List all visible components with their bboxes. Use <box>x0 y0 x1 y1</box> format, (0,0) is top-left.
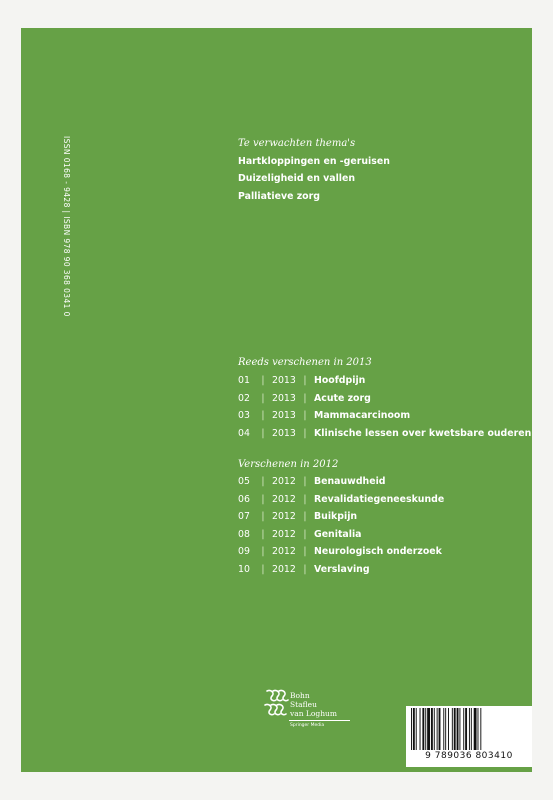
list-item <box>238 564 370 575</box>
list-2012-title: Verschenen in 2012 <box>238 459 339 470</box>
barcode-bar <box>420 708 421 750</box>
publisher-divider <box>289 720 350 721</box>
issue-title: Klinische lessen over kwetsbare ouderen <box>314 427 532 439</box>
barcode-bar <box>457 708 459 750</box>
barcode-bar <box>465 708 467 750</box>
barcode-bar <box>469 708 470 750</box>
barcode-bar <box>452 708 453 750</box>
separator: | <box>303 563 307 575</box>
issn-isbn-text: ISSN 0168 - 9428 | ISBN 978 90 368 0341 0 <box>62 136 71 317</box>
barcode-bar <box>425 708 426 750</box>
issue-title: Genitalia <box>314 528 362 540</box>
issue-number: 10 <box>238 563 250 575</box>
barcode-bar <box>454 708 456 750</box>
issue-number: 08 <box>238 528 250 540</box>
themes-title: Te verwachten thema's <box>238 138 356 149</box>
separator: | <box>303 375 307 386</box>
separator: | <box>261 563 265 575</box>
issue-number: 01 <box>238 375 250 386</box>
publisher-logo-icon <box>263 687 289 717</box>
separator: | <box>303 511 307 522</box>
list-item <box>238 393 371 404</box>
issue-year: 2012 <box>272 476 296 487</box>
separator: | <box>303 528 307 540</box>
list-item <box>238 511 357 522</box>
issue-title: Verslaving <box>314 563 370 575</box>
issue-title: Benauwdheid <box>314 476 386 487</box>
barcode <box>406 706 532 767</box>
theme-item: Palliatieve zorg <box>238 191 320 202</box>
barcode-bar <box>463 708 464 750</box>
separator: | <box>261 511 265 522</box>
theme-item: Duizeligheid en vallen <box>238 173 356 184</box>
barcode-bar <box>422 708 424 750</box>
issue-number: 03 <box>238 410 250 421</box>
separator: | <box>303 476 307 487</box>
issue-number: 07 <box>238 511 250 522</box>
barcode-bar <box>416 708 417 750</box>
list-2013-title: Reeds verschenen in 2013 <box>238 357 372 368</box>
issue-title: Neurologisch onderzoek <box>314 546 442 557</box>
issue-year: 2012 <box>272 546 296 557</box>
separator: | <box>261 476 265 487</box>
barcode-bar <box>443 708 444 750</box>
issue-number: 02 <box>238 392 250 404</box>
issue-title: Buikpijn <box>314 511 358 522</box>
list-item <box>238 375 365 386</box>
issue-title: Revalidatiegeneeskunde <box>314 493 445 505</box>
issue-year: 2012 <box>272 493 296 505</box>
barcode-bar <box>431 708 433 750</box>
issue-year: 2013 <box>272 427 296 439</box>
issue-title: Mammacarcinoom <box>314 410 411 421</box>
barcode-bar <box>445 708 446 750</box>
barcode-bar <box>413 708 415 750</box>
publisher-sub: Springer Media <box>290 723 325 728</box>
issue-number: 04 <box>238 427 250 439</box>
barcode-bar <box>448 708 449 750</box>
separator: | <box>261 427 265 439</box>
separator: | <box>303 546 307 557</box>
barcode-bar <box>478 708 479 750</box>
separator: | <box>261 410 265 421</box>
list-item <box>238 546 442 557</box>
separator: | <box>261 528 265 540</box>
barcode-bar <box>471 708 472 750</box>
issue-year: 2012 <box>272 528 296 540</box>
list-item <box>238 494 444 505</box>
list-item <box>238 529 362 540</box>
separator: | <box>303 493 307 505</box>
barcode-bar <box>411 708 412 750</box>
issue-year: 2012 <box>272 563 296 575</box>
issue-year: 2013 <box>272 410 296 421</box>
barcode-bar <box>480 708 481 750</box>
barcode-bars <box>409 708 529 750</box>
separator: | <box>303 427 307 439</box>
separator: | <box>261 493 265 505</box>
issue-title: Hoofdpijn <box>314 375 366 386</box>
theme-item: Hartkloppingen en -geruisen <box>238 156 390 167</box>
separator: | <box>303 410 307 421</box>
issue-number: 05 <box>238 476 250 487</box>
separator: | <box>261 546 265 557</box>
barcode-bar <box>437 708 438 750</box>
issue-year: 2013 <box>272 375 296 386</box>
publisher-logo <box>263 687 373 737</box>
barcode-bar <box>459 708 460 750</box>
barcode-bar <box>474 708 477 750</box>
list-item <box>238 476 386 487</box>
barcode-bar <box>434 708 435 750</box>
separator: | <box>261 392 265 404</box>
barcode-bar <box>439 708 441 750</box>
barcode-number: 9 789036 803410 <box>425 751 513 761</box>
list-item <box>238 428 531 439</box>
publisher-name: Bohn Stafleu van Loghum <box>290 691 337 718</box>
issue-year: 2012 <box>272 511 296 522</box>
issue-year: 2013 <box>272 392 296 404</box>
separator: | <box>261 375 265 386</box>
separator: | <box>303 392 307 404</box>
list-item <box>238 410 410 421</box>
issue-number: 09 <box>238 546 250 557</box>
issue-number: 06 <box>238 493 250 505</box>
back-cover <box>21 28 532 772</box>
barcode-bar <box>427 708 430 750</box>
issue-title: Acute zorg <box>314 392 371 404</box>
